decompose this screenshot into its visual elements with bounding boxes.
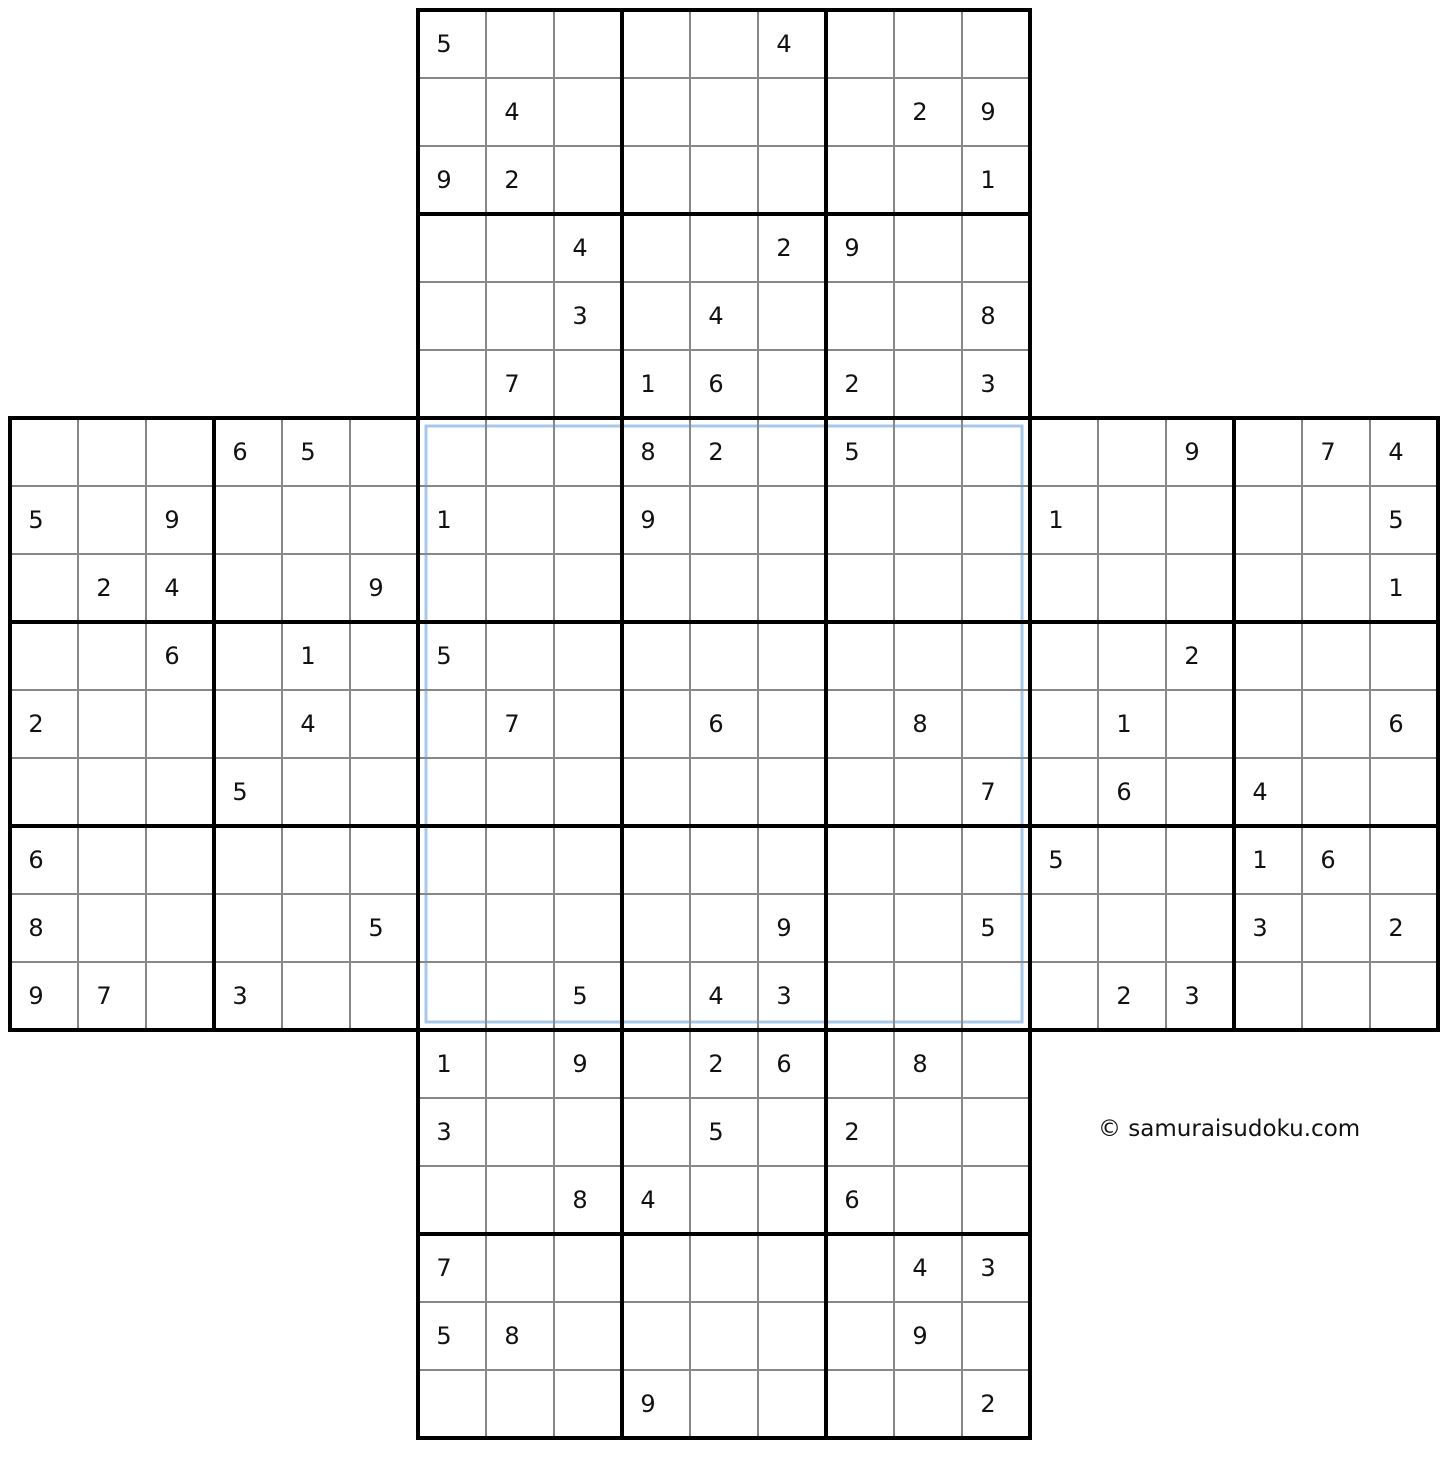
given-digit: 1 bbox=[436, 506, 452, 534]
given-digit: 1 bbox=[436, 1050, 452, 1078]
given-digit: 9 bbox=[436, 166, 452, 194]
given-digit: 4 bbox=[164, 574, 180, 602]
given-digit: 7 bbox=[96, 982, 112, 1010]
given-digit: 8 bbox=[28, 914, 44, 942]
given-digit: 9 bbox=[1184, 438, 1200, 466]
given-digit: 3 bbox=[1184, 982, 1200, 1010]
given-digit: 8 bbox=[912, 710, 928, 738]
given-digit: 4 bbox=[640, 1186, 656, 1214]
given-digit: 2 bbox=[980, 1390, 996, 1418]
given-digit: 7 bbox=[980, 778, 996, 806]
given-digit: 9 bbox=[164, 506, 180, 534]
given-digit: 1 bbox=[1048, 506, 1064, 534]
given-digit: 6 bbox=[1320, 846, 1336, 874]
given-digit: 5 bbox=[708, 1118, 724, 1146]
given-digit: 5 bbox=[28, 506, 44, 534]
given-digit: 4 bbox=[912, 1254, 928, 1282]
given-digit: 3 bbox=[776, 982, 792, 1010]
given-digit: 1 bbox=[640, 370, 656, 398]
given-digit: 2 bbox=[776, 234, 792, 262]
given-digit: 8 bbox=[504, 1322, 520, 1350]
given-digit: 3 bbox=[232, 982, 248, 1010]
given-digit: 4 bbox=[504, 98, 520, 126]
given-digit: 3 bbox=[980, 370, 996, 398]
given-digit: 5 bbox=[1388, 506, 1404, 534]
given-digit: 2 bbox=[28, 710, 44, 738]
given-digit: 5 bbox=[300, 438, 316, 466]
given-digit: 6 bbox=[1116, 778, 1132, 806]
given-digit: 9 bbox=[640, 506, 656, 534]
box-border-lines bbox=[10, 10, 1438, 1438]
given-digit: 1 bbox=[980, 166, 996, 194]
given-digit: 8 bbox=[912, 1050, 928, 1078]
given-digit: 4 bbox=[1388, 438, 1404, 466]
copyright-notice: © samuraisudoku.com bbox=[1098, 1116, 1361, 1142]
cell-grid-lines bbox=[10, 10, 1438, 1438]
given-digit: 9 bbox=[28, 982, 44, 1010]
given-digit: 2 bbox=[708, 1050, 724, 1078]
given-digit: 9 bbox=[912, 1322, 928, 1350]
given-digit: 4 bbox=[572, 234, 588, 262]
given-digit: 1 bbox=[1116, 710, 1132, 738]
given-digit: 9 bbox=[640, 1390, 656, 1418]
given-digit: 2 bbox=[708, 438, 724, 466]
given-digit: 1 bbox=[300, 642, 316, 670]
given-digit: 4 bbox=[708, 982, 724, 1010]
given-digit: 5 bbox=[436, 30, 452, 58]
given-digit: 5 bbox=[572, 982, 588, 1010]
given-digit: 6 bbox=[164, 642, 180, 670]
given-digit: 7 bbox=[504, 370, 520, 398]
given-digit: 9 bbox=[572, 1050, 588, 1078]
given-digit: 9 bbox=[980, 98, 996, 126]
given-digit: 2 bbox=[96, 574, 112, 602]
given-digit: 6 bbox=[232, 438, 248, 466]
given-digit: 7 bbox=[1320, 438, 1336, 466]
given-digit: 2 bbox=[1116, 982, 1132, 1010]
given-digit: 3 bbox=[436, 1118, 452, 1146]
given-digit: 8 bbox=[640, 438, 656, 466]
given-digit: 4 bbox=[708, 302, 724, 330]
given-digit: 3 bbox=[1252, 914, 1268, 942]
given-digit: 7 bbox=[436, 1254, 452, 1282]
given-digit: 1 bbox=[1252, 846, 1268, 874]
given-digit: 8 bbox=[980, 302, 996, 330]
given-digit: 2 bbox=[1184, 642, 1200, 670]
given-digit: 8 bbox=[572, 1186, 588, 1214]
given-digit: 5 bbox=[368, 914, 384, 942]
given-digit: 4 bbox=[300, 710, 316, 738]
given-digit: 9 bbox=[776, 914, 792, 942]
given-digit: 4 bbox=[1252, 778, 1268, 806]
given-digit: 5 bbox=[844, 438, 860, 466]
given-digit: 2 bbox=[1388, 914, 1404, 942]
given-digit: 4 bbox=[776, 30, 792, 58]
given-digit: 6 bbox=[844, 1186, 860, 1214]
given-digit: 3 bbox=[980, 1254, 996, 1282]
given-digit: 9 bbox=[844, 234, 860, 262]
given-digit: 5 bbox=[980, 914, 996, 942]
given-digit: 5 bbox=[436, 1322, 452, 1350]
given-digit: 5 bbox=[232, 778, 248, 806]
given-digits bbox=[28, 30, 1403, 1418]
given-digit: 6 bbox=[708, 370, 724, 398]
given-digit: 6 bbox=[776, 1050, 792, 1078]
given-digit: 9 bbox=[368, 574, 384, 602]
given-digit: 2 bbox=[912, 98, 928, 126]
given-digit: 3 bbox=[572, 302, 588, 330]
given-digit: 2 bbox=[844, 370, 860, 398]
given-digit: 5 bbox=[1048, 846, 1064, 874]
given-digit: 1 bbox=[1388, 574, 1404, 602]
given-digit: 6 bbox=[28, 846, 44, 874]
given-digit: 6 bbox=[1388, 710, 1404, 738]
given-digit: 6 bbox=[708, 710, 724, 738]
given-digit: 2 bbox=[504, 166, 520, 194]
given-digit: 2 bbox=[844, 1118, 860, 1146]
given-digit: 7 bbox=[504, 710, 520, 738]
given-digit: 5 bbox=[436, 642, 452, 670]
